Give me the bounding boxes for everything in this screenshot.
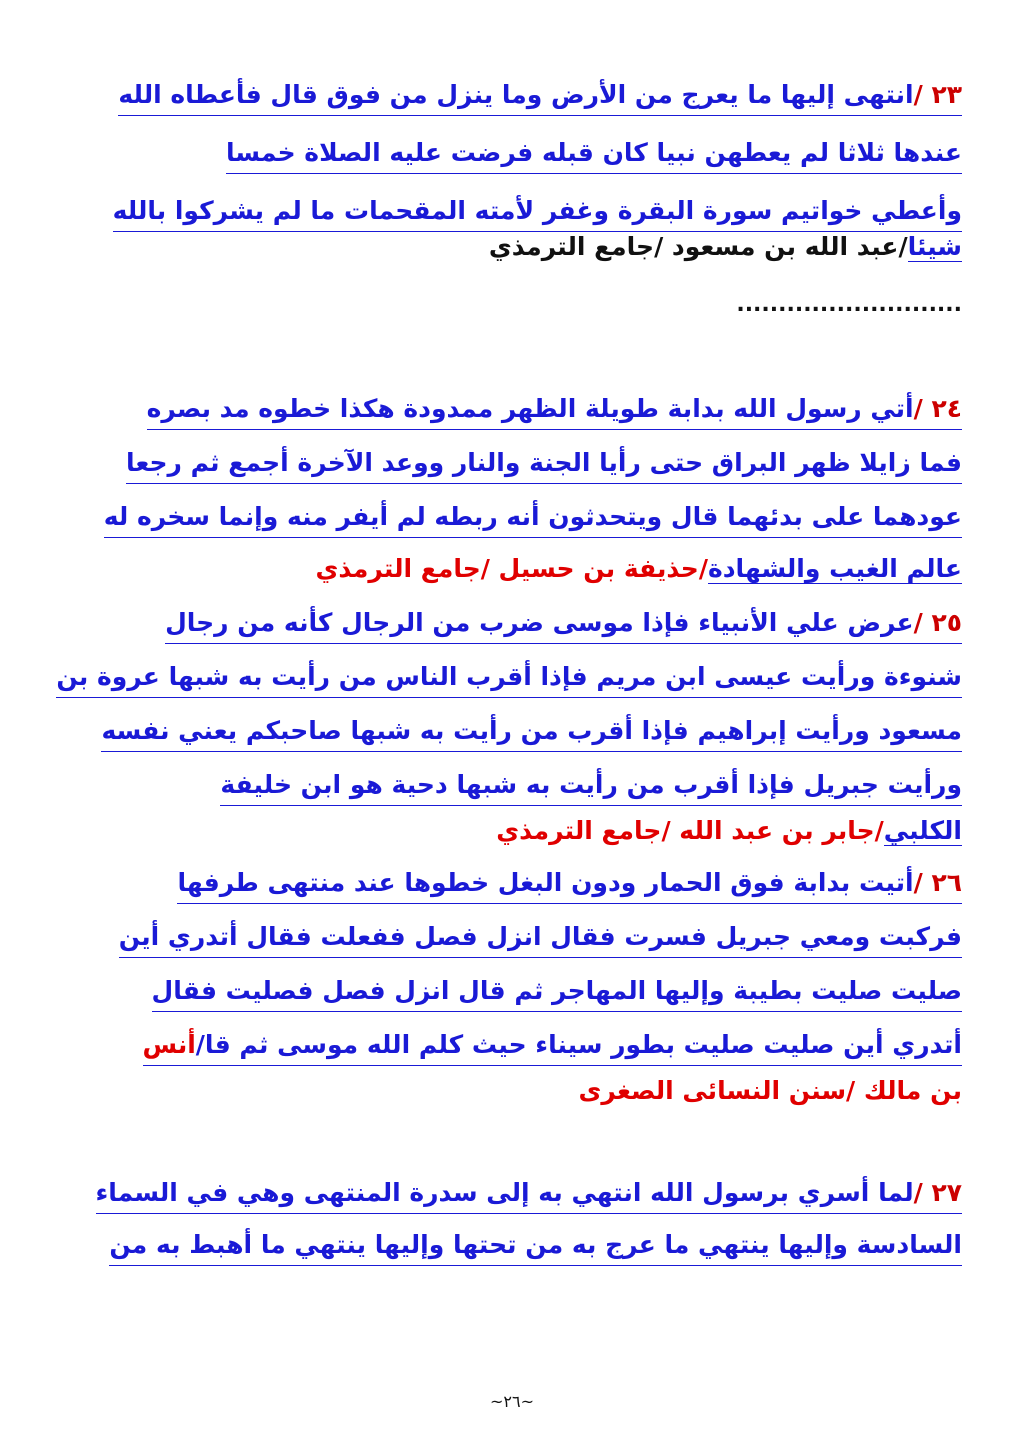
hadith-25-line-2: شنوءة ورأيت عيسى ابن مريم فإذا أقرب الناس من رأيت به شبها عروة بن xyxy=(56,660,962,698)
hadith-26-line-4: أتدري أين صليت صليت بطور سيناء حيث كلم الله موسى ثم قا/أنس xyxy=(143,1028,963,1066)
hadith-23-line-4: شيئا/عبد الله بن مسعود /جامع الترمذي xyxy=(488,232,962,261)
hadith-23-line-3: وأعطي خواتيم سورة البقرة وغفر لأمته المقحمات ما لم يشركوا بالله xyxy=(113,194,962,232)
hadith-23-line-2: عندها ثلاثا لم يعطهن نبيا كان قبله فرضت عليه الصلاة خمسا xyxy=(226,136,962,174)
hadith-25-narrator: /جابر بن عبد الله /جامع الترمذي xyxy=(496,816,884,845)
hadith-25-line-3: مسعود ورأيت إبراهيم فإذا أقرب من رأيت به شبها صاحبكم يعني نفسه xyxy=(101,714,962,752)
hadith-24-line-3: عودهما على بدئهما قال ويتحدثون أنه ربطه لم أيفر منه وإنما سخره له xyxy=(104,500,962,538)
hadith-23-narrator: /عبد الله بن مسعود /جامع الترمذي xyxy=(488,232,908,261)
hadith-25-line-1: ٢٥ /عرض علي الأنبياء فإذا موسى ضرب من الرجال كأنه من رجال xyxy=(165,606,962,644)
hadith-24-number: ٢٤ / xyxy=(913,394,962,423)
hadith-26-line-3: صليت صليت بطيبة وإليها المهاجر ثم قال انزل فصل فصليت فقال xyxy=(152,974,962,1012)
hadith-27-line-1: ٢٧ /لما أسري برسول الله انتهي به إلى سدرة المنتهى وهي في السماء xyxy=(96,1176,963,1214)
hadith-24-line-2: فما زايلا ظهر البراق حتى رأيا الجنة والنار ووعد الآخرة أجمع ثم رجعا xyxy=(126,446,962,484)
hadith-24-narrator: /حذيفة بن حسيل /جامع الترمذي xyxy=(315,554,708,583)
hadith-24-line-1: ٢٤ /أتي رسول الله بدابة طويلة الظهر ممدودة هكذا خطوه مد بصره xyxy=(147,392,962,430)
hadith-25-line-5: الكلبي/جابر بن عبد الله /جامع الترمذي xyxy=(496,816,962,845)
separator-dots: ........................... xyxy=(736,292,962,317)
page-number: ~٢٦~ xyxy=(490,1392,534,1411)
hadith-26-narrator-b: بن مالك /سنن النسائى الصغرى xyxy=(578,1076,962,1105)
hadith-27-number: ٢٧ / xyxy=(913,1178,962,1207)
hadith-27-line-2: السادسة وإليها ينتهي ما عرج به من تحتها وإليها ينتهي ما أهبط به من xyxy=(109,1228,962,1266)
hadith-24-line-4: عالم الغيب والشهادة/حذيفة بن حسيل /جامع الترمذي xyxy=(315,554,962,583)
hadith-23-number: ٢٣ / xyxy=(913,80,962,109)
hadith-26-line-1: ٢٦ /أتيت بدابة فوق الحمار ودون البغل خطوها عند منتهى طرفها xyxy=(177,866,962,904)
hadith-25-number: ٢٥ / xyxy=(913,608,962,637)
hadith-26-line-2: فركبت ومعي جبريل فسرت فقال انزل فصل ففعلت فقال أتدري أين xyxy=(119,920,962,958)
hadith-26-narrator-a: أنس xyxy=(142,1030,196,1059)
hadith-25-line-4: ورأيت جبريل فإذا أقرب من رأيت به شبها دحية هو ابن خليفة xyxy=(220,768,962,806)
hadith-26-number: ٢٦ / xyxy=(913,868,962,897)
hadith-23-line-1: ٢٣ /انتهى إليها ما يعرج من الأرض وما ينزل من فوق قال فأعطاه الله xyxy=(118,78,962,116)
